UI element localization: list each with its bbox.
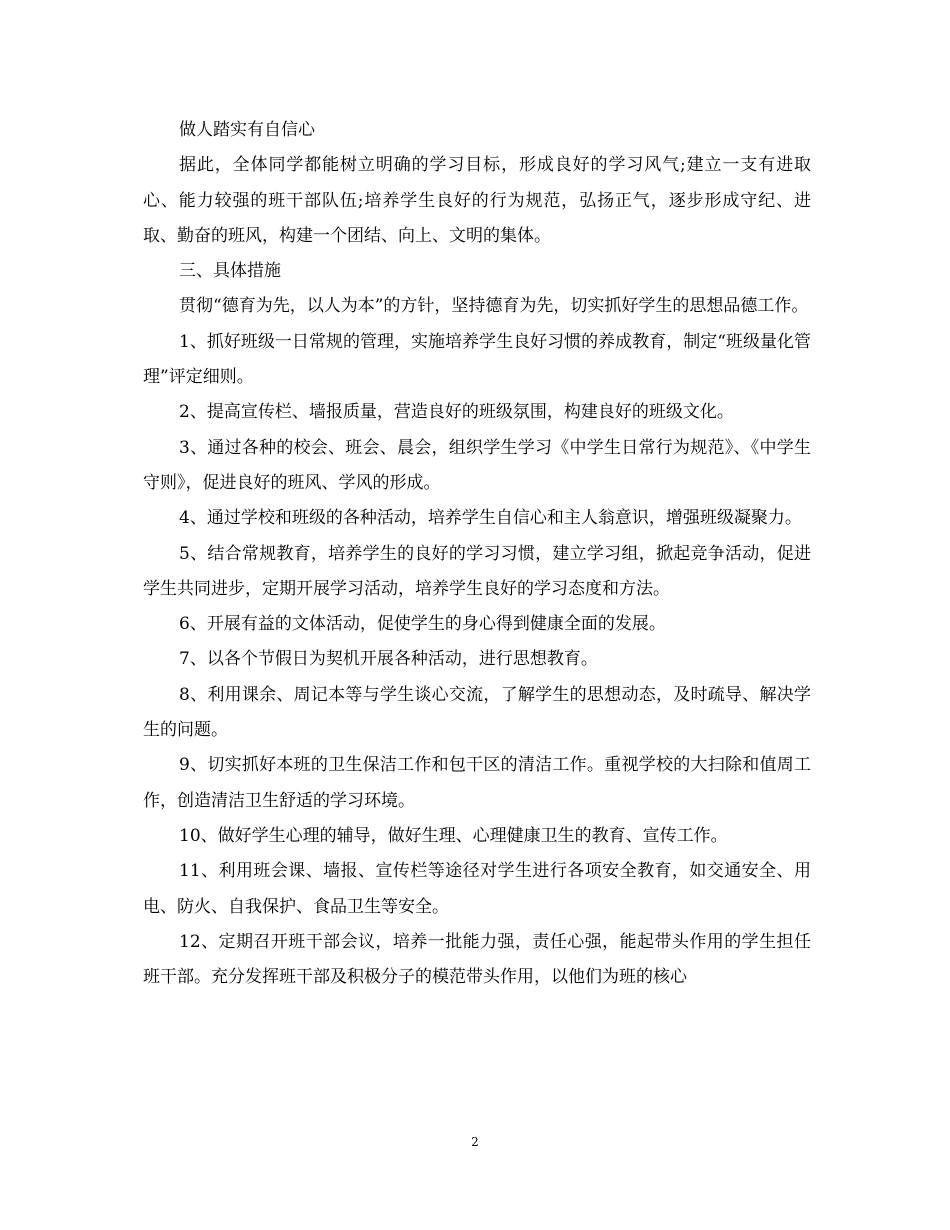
measure-item-10: 10、做好学生心理的辅导，做好生理、心理健康卫生的教育、宣传工作。 bbox=[179, 825, 728, 846]
paragraph-2: 据此，全体同学都能树立明确的学习目标，形成良好的学习风气;建立一支有进取心、能力较强的班干部队伍;培养学生良好的行为规范，弘扬正气，逐步形成守纪、进取、勤奋的班风，构建一个团结、向上、文明的集体。 bbox=[143, 155, 811, 246]
page-number: 2 bbox=[471, 1135, 479, 1149]
document-body bbox=[143, 113, 811, 995]
measure-item-9: 9、切实抓好本班的卫生保洁工作和包干区的清洁工作。重视学校的大扫除和值周工作，创造清洁卫生舒适的学习环境。 bbox=[143, 755, 811, 811]
paragraph-4: 贯彻“德育为先，以人为本”的方针，坚持德育为先，切实抓好学生的思想品德工作。 bbox=[179, 296, 809, 317]
paragraph-1: 做人踏实有自信心 bbox=[179, 120, 315, 140]
measure-item-1: 1、抓好班级一日常规的管理，实施培养学生良好习惯的养成教育，制定“班级量化管理”评定细则。 bbox=[143, 331, 811, 388]
measure-item-7: 7、以各个节假日为契机开展各种活动，进行思想教育。 bbox=[179, 649, 598, 670]
measure-item-11: 11、利用班会课、墙报、宣传栏等途径对学生进行各项安全教育，如交通安全、用电、防火、自我保护、食品卫生等安全。 bbox=[143, 861, 811, 917]
measure-item-5: 5、结合常规教育，培养学生的良好的学习习惯，建立学习组，掀起竞争活动，促进学生共同进步，定期开展学习活动，培养学生良好的学习态度和方法。 bbox=[143, 543, 811, 599]
section-heading-measures: 三、具体措施 bbox=[179, 261, 281, 282]
measure-item-2: 2、提高宣传栏、墙报质量，营造良好的班级氛围，构建良好的班级文化。 bbox=[179, 402, 734, 423]
measure-item-12: 12、定期召开班干部会议，培养一批能力强，责任心强，能起带头作用的学生担任班干部。充分发挥班干部及积极分子的模范带头作用，以他们为班的核心 bbox=[143, 931, 811, 988]
measure-item-3: 3、通过各种的校会、班会、晨会，组织学生学习《中学生日常行为规范》、《中学生守则》，促进良好的班风、学风的形成。 bbox=[143, 437, 811, 493]
measure-item-8: 8、利用课余、周记本等与学生谈心交流，了解学生的思想动态，及时疏导、解决学生的问题。 bbox=[143, 684, 811, 741]
measure-item-4: 4、通过学校和班级的各种活动，培养学生自信心和主人翁意识，增强班级凝聚力。 bbox=[179, 508, 802, 529]
measure-item-6: 6、开展有益的文体活动，促使学生的身心得到健康全面的发展。 bbox=[179, 614, 666, 635]
